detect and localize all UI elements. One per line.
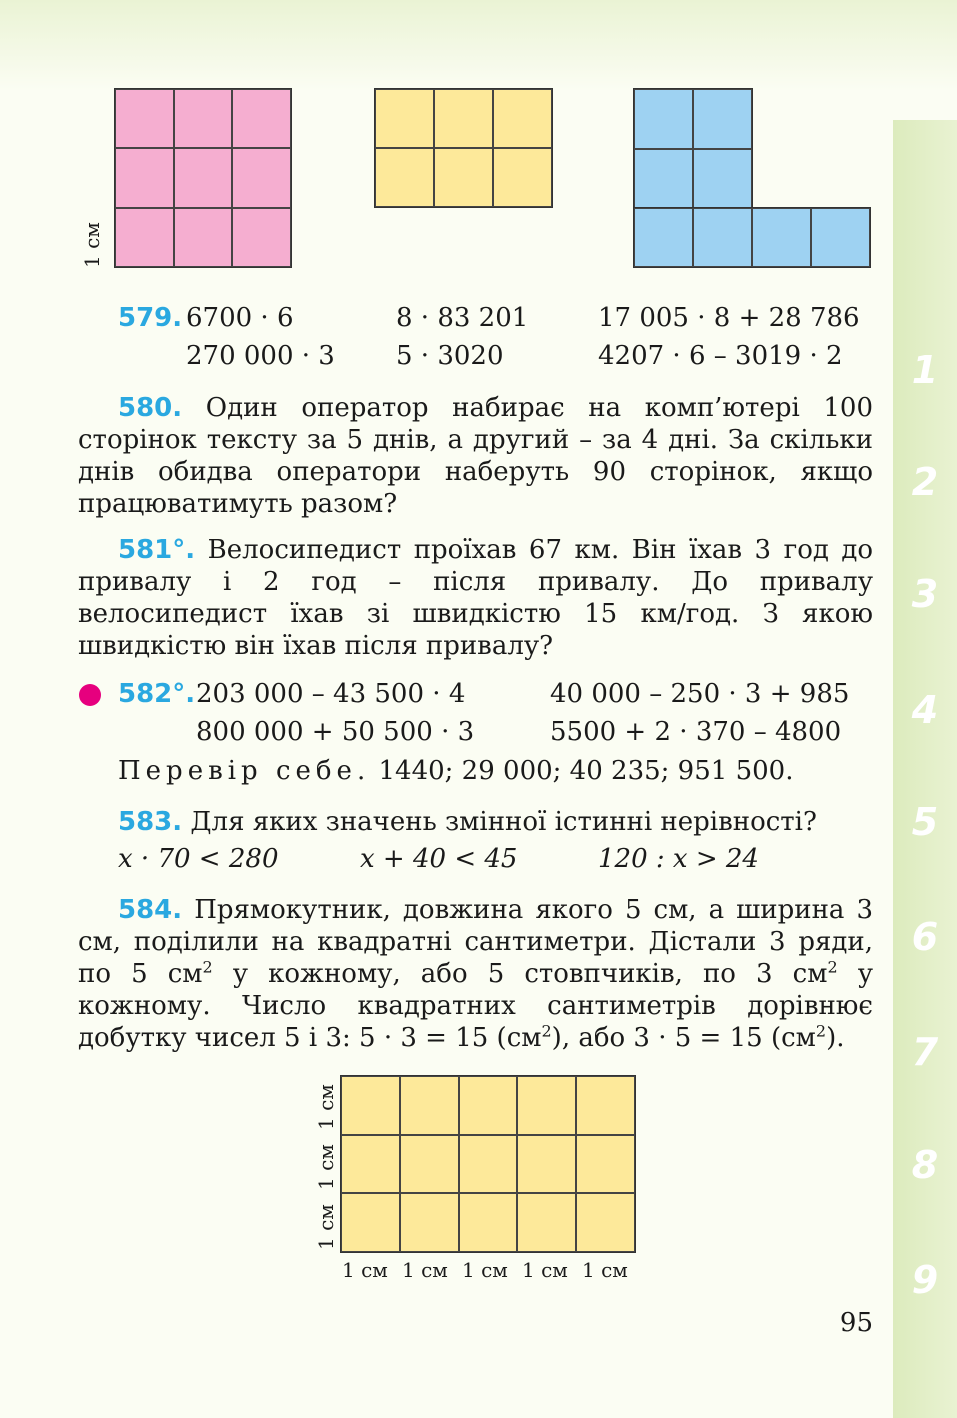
exercise-582-number: 582°.: [118, 679, 196, 709]
exercise-583-number: 583.: [118, 807, 183, 837]
check-values: 1440; 29 000; 40 235; 951 500.: [378, 756, 794, 786]
ex582-check: [118, 755, 793, 787]
pink-square-figure: [114, 88, 292, 268]
ex582-expr-1: 203 000 – 43 500 · 4: [196, 679, 466, 709]
ex579-expr-2: 8 · 83 201: [396, 303, 529, 333]
exercise-581-text: Велосипедист проїхав 67 км. Він їхав 3 год до привалу і 2 год – після привалу. До привалу велосипедист їхав зі швидкістю 15 км/год. З якою швидкістю він їхав після привалу?: [78, 535, 874, 661]
ex582-expr-2: 40 000 – 250 · 3 + 985: [550, 679, 850, 709]
chapter-tab-4[interactable]: 4: [911, 688, 939, 732]
exercise-584: 584. Прямокутник, довжина якого 5 см, а ширина 3 см, поділили на квадратні сантиметри. Дістали 3 ряди, по 5 $см^2$ у кожному, або 5 стовпчиків, по 3 $см^2$ у кожному. Число квадратних сантиметрів дорівнює добутку чисел 5 і 3: 5 · 3 = 15 $(см^2)$, або 3 · 5 = 15 $(см^2)$.: [78, 895, 874, 1053]
v-label-2: 1 см: [314, 1144, 338, 1190]
rectangle-5x3-figure: [340, 1075, 636, 1253]
ex583-ineq-2: x + 40 < 45: [360, 844, 518, 874]
exercise-581-number: 581°.: [118, 535, 196, 565]
ex583-ineq-3: 120 : x > 24: [598, 844, 759, 874]
v-label-3: 1 см: [314, 1204, 338, 1250]
ex583-ineq-1: x · 70 < 280: [118, 844, 279, 874]
yellow-rectangle-figure: [374, 88, 553, 208]
difficulty-marker: [79, 684, 101, 706]
v-label-1: 1 см: [314, 1084, 338, 1130]
exercise-583-question: Для яких значень змінної істинні нерівності?: [190, 807, 817, 837]
exercise-581: [78, 534, 873, 662]
unit-label-top: 1 см: [80, 222, 104, 268]
exercise-579-number: 579.: [118, 303, 183, 333]
exercise-583: [118, 806, 817, 838]
exercise-584-number: 584.: [118, 895, 183, 925]
chapter-tab-5[interactable]: 5: [911, 800, 939, 844]
chapter-sidebar: [893, 120, 957, 1418]
ex582-expr-4: 5500 + 2 · 370 – 4800: [550, 717, 842, 747]
chapter-tab-6[interactable]: 6: [911, 915, 939, 959]
chapter-tab-1[interactable]: 1: [911, 348, 939, 392]
h-label-5: 1 см: [582, 1258, 628, 1282]
exercise-580-text: Один оператор набирає на комп’ютері 100 сторінок тексту за 5 днів, а другий – за 4 дні. За скільки днів обидва оператори наберуть 90 сторінок, якщо працюватимуть разом?: [78, 393, 874, 519]
top-band: [0, 0, 957, 90]
check-label: Перевір себе.: [118, 756, 371, 786]
page-number: 95: [839, 1308, 873, 1338]
ex579-expr-3: 17 005 · 8 + 28 786: [598, 303, 860, 333]
h-label-3: 1 см: [462, 1258, 508, 1282]
ex579-expr-4: 270 000 · 3: [186, 341, 335, 371]
chapter-tab-9[interactable]: 9: [911, 1258, 939, 1302]
chapter-tab-2[interactable]: 2: [911, 460, 939, 504]
chapter-tab-8[interactable]: 8: [911, 1143, 939, 1187]
h-label-1: 1 см: [342, 1258, 388, 1282]
h-label-4: 1 см: [522, 1258, 568, 1282]
ex582-expr-3: 800 000 + 50 500 · 3: [196, 717, 475, 747]
ex579-expr-1: 6700 · 6: [186, 303, 294, 333]
exercise-580: [78, 392, 873, 520]
ex579-expr-5: 5 · 3020: [396, 341, 504, 371]
ex579-expr-6: 4207 · 6 – 3019 · 2: [598, 341, 843, 371]
chapter-tab-7[interactable]: 7: [911, 1030, 939, 1074]
exercise-580-number: 580.: [118, 393, 183, 423]
chapter-tab-3[interactable]: 3: [911, 572, 939, 616]
h-label-2: 1 см: [402, 1258, 448, 1282]
